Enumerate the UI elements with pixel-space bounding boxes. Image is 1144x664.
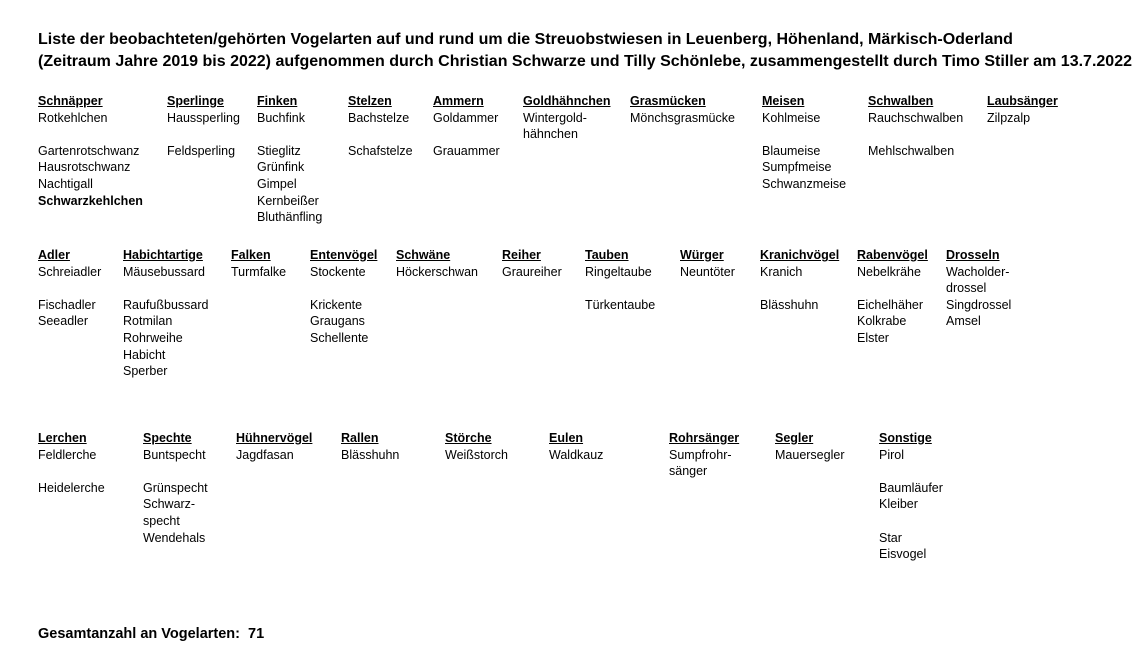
group-segler — [775, 430, 844, 463]
bird-name: Habicht — [123, 347, 166, 362]
bird-name: Goldammer — [433, 110, 499, 125]
group-lerchen — [38, 430, 105, 496]
total-value: 71 — [248, 626, 265, 642]
group-heading: Spechte — [143, 431, 192, 445]
bird-name: Baumläufer — [879, 480, 943, 495]
bird-name: Jagdfasan — [236, 447, 294, 462]
total-label: Gesamtanzahl an Vogelarten: — [38, 626, 240, 642]
group-heading: Störche — [445, 431, 492, 445]
group-grasmuecken — [630, 93, 735, 126]
group-meisen — [762, 93, 846, 193]
bird-name: Rotmilan — [123, 314, 173, 329]
group-heading: Habichtartige — [123, 248, 203, 262]
bird-name: Stieglitz — [257, 143, 301, 158]
group-sonstige — [879, 430, 943, 563]
group-stelzen — [348, 93, 413, 159]
bird-name: Blässhuhn — [760, 297, 819, 312]
group-entenvoegel — [310, 247, 377, 347]
group-sperlinge — [167, 93, 240, 159]
group-heading: Falken — [231, 248, 271, 262]
bird-name: Rotkehlchen — [38, 110, 108, 125]
bird-name: Nebelkrähe — [857, 264, 921, 279]
group-rabenvoegel — [857, 247, 928, 347]
group-habichtartige — [123, 247, 208, 380]
group-finken — [257, 93, 322, 226]
bird-name: Seeadler — [38, 314, 89, 329]
bird-name: Haussperling — [167, 110, 240, 125]
bird-name: Elster — [857, 330, 889, 345]
group-huehnervoegel — [236, 430, 312, 463]
group-kranichvoegel — [760, 247, 839, 313]
group-stoerche — [445, 430, 508, 463]
group-falken — [231, 247, 286, 280]
bird-name: Grauammer — [433, 143, 500, 158]
bird-name: Schafstelze — [348, 143, 413, 158]
bird-name: Mäusebussard — [123, 264, 205, 279]
group-heading: Drosseln — [946, 248, 1000, 262]
group-heading: Sperlinge — [167, 94, 224, 108]
bird-name: Mönchsgrasmücke — [630, 110, 735, 125]
bird-name: Bachstelze — [348, 110, 410, 125]
group-goldhaehnchen — [523, 93, 611, 143]
total-count — [38, 625, 264, 643]
bird-name: Gartenrotschwanz — [38, 143, 140, 158]
group-ammern — [433, 93, 500, 159]
bird-name: Amsel — [946, 314, 981, 329]
group-heading: Lerchen — [38, 431, 87, 445]
bird-name: Heidelerche — [38, 480, 105, 495]
bird-name: Graugans — [310, 314, 365, 329]
group-heading: Finken — [257, 94, 298, 108]
group-heading: Segler — [775, 431, 814, 445]
group-spechte — [143, 430, 208, 546]
bird-name: Zilpzalp — [987, 110, 1031, 125]
group-heading: Würger — [680, 248, 724, 262]
bird-name: Nachtigall — [38, 176, 93, 191]
group-heading: Stelzen — [348, 94, 392, 108]
group-heading: Meisen — [762, 94, 805, 108]
bird-name: Sumpfmeise — [762, 160, 832, 175]
bird-name: Grünfink — [257, 160, 305, 175]
bird-name: Krickente — [310, 297, 363, 312]
group-eulen — [549, 430, 603, 463]
title-line-2: (Zeitraum Jahre 2019 bis 2022) aufgenommen durch Christian Schwarze und Tilly Schönlebe, zusammengestellt durch Timo Stiller am 13.7.2022 — [38, 53, 1132, 70]
group-schnaepper — [38, 93, 143, 209]
group-laubsaenger — [987, 93, 1058, 126]
group-heading: Goldhähnchen — [523, 94, 611, 108]
bird-name: Star — [879, 530, 902, 545]
title-line-1: Liste der beobachteten/gehörten Vogelarten auf und rund um die Streuobstwiesen in Leuenberg, Höhenland, Märkisch-Oderland — [38, 31, 1013, 48]
bird-name: Schwanzmeise — [762, 176, 847, 191]
group-schwalben — [868, 93, 963, 159]
group-rohrsaenger — [669, 430, 739, 480]
group-heading: Reiher — [502, 248, 541, 262]
bird-name: Kolkrabe — [857, 314, 907, 329]
bird-name: Eichelhäher — [857, 297, 924, 312]
group-heading: Schwalben — [868, 94, 934, 108]
bird-name: Kernbeißer — [257, 193, 319, 208]
group-heading: Schwäne — [396, 248, 451, 262]
bird-name: Schreiadler — [38, 264, 102, 279]
group-heading: Entenvögel — [310, 248, 378, 262]
bird-name: Feldlerche — [38, 447, 97, 462]
bird-name: Rauchschwalben — [868, 110, 964, 125]
bird-name: Stockente — [310, 264, 366, 279]
bird-name: Neuntöter — [680, 264, 735, 279]
group-heading: Eulen — [549, 431, 584, 445]
group-tauben — [585, 247, 655, 313]
bird-name: Buntspecht — [143, 447, 206, 462]
group-heading: Rohrsänger — [669, 431, 740, 445]
group-wuerger — [680, 247, 735, 280]
group-reiher — [502, 247, 562, 280]
group-heading: Kranichvögel — [760, 248, 840, 262]
bird-name: Turmfalke — [231, 264, 287, 279]
group-heading: Rabenvögel — [857, 248, 928, 262]
bird-name: Ringeltaube — [585, 264, 652, 279]
group-drosseln — [946, 247, 1011, 330]
group-heading: Adler — [38, 248, 70, 262]
group-heading: Schnäpper — [38, 94, 103, 108]
bird-name: Wintergold- — [523, 110, 587, 125]
bird-name: specht — [143, 513, 180, 528]
bird-name: drossel — [946, 281, 987, 296]
bird-name: Rohrweihe — [123, 330, 183, 345]
group-heading: Grasmücken — [630, 94, 706, 108]
bird-name: Mehlschwalben — [868, 143, 955, 158]
bird-name: Sperber — [123, 364, 168, 379]
bird-name: Fischadler — [38, 297, 96, 312]
bird-name: Feldsperling — [167, 143, 236, 158]
group-heading: Sonstige — [879, 431, 932, 445]
bird-name: Hausrotschwanz — [38, 160, 131, 175]
bird-name: Höckerschwan — [396, 264, 478, 279]
bird-name: Gimpel — [257, 176, 297, 191]
bird-name: Raufußbussard — [123, 297, 209, 312]
bird-name: Mauersegler — [775, 447, 845, 462]
bird-name: Kleiber — [879, 497, 918, 512]
group-heading: Rallen — [341, 431, 379, 445]
group-rallen — [341, 430, 399, 463]
bird-name: Blässhuhn — [341, 447, 400, 462]
group-heading: Tauben — [585, 248, 629, 262]
bird-name: Blaumeise — [762, 143, 821, 158]
bird-name: Waldkauz — [549, 447, 604, 462]
bird-name: Bluthänfling — [257, 210, 323, 225]
bird-name: Eisvogel — [879, 547, 927, 562]
bird-name: Wendehals — [143, 530, 206, 545]
bird-name: sänger — [669, 464, 708, 479]
bird-name: hähnchen — [523, 127, 578, 142]
bird-name: Singdrossel — [946, 297, 1012, 312]
bird-name: Sumpfrohr- — [669, 447, 732, 462]
bird-name: Kranich — [760, 264, 803, 279]
bird-name: Weißstorch — [445, 447, 508, 462]
page-title — [38, 29, 1138, 73]
bird-name: Schwarz- — [143, 497, 196, 512]
bird-name: Buchfink — [257, 110, 305, 125]
bird-name: Schwarzkehlchen — [38, 193, 143, 208]
bird-name: Pirol — [879, 447, 905, 462]
bird-name: Kohlmeise — [762, 110, 821, 125]
bird-name: Graureiher — [502, 264, 562, 279]
bird-name: Wacholder- — [946, 264, 1010, 279]
group-schwaene — [396, 247, 478, 280]
group-heading: Hühnervögel — [236, 431, 313, 445]
bird-name: Schellente — [310, 330, 369, 345]
bird-name: Grünspecht — [143, 480, 208, 495]
group-heading: Laubsänger — [987, 94, 1058, 108]
group-heading: Ammern — [433, 94, 484, 108]
bird-name: Türkentaube — [585, 297, 656, 312]
group-adler — [38, 247, 101, 330]
